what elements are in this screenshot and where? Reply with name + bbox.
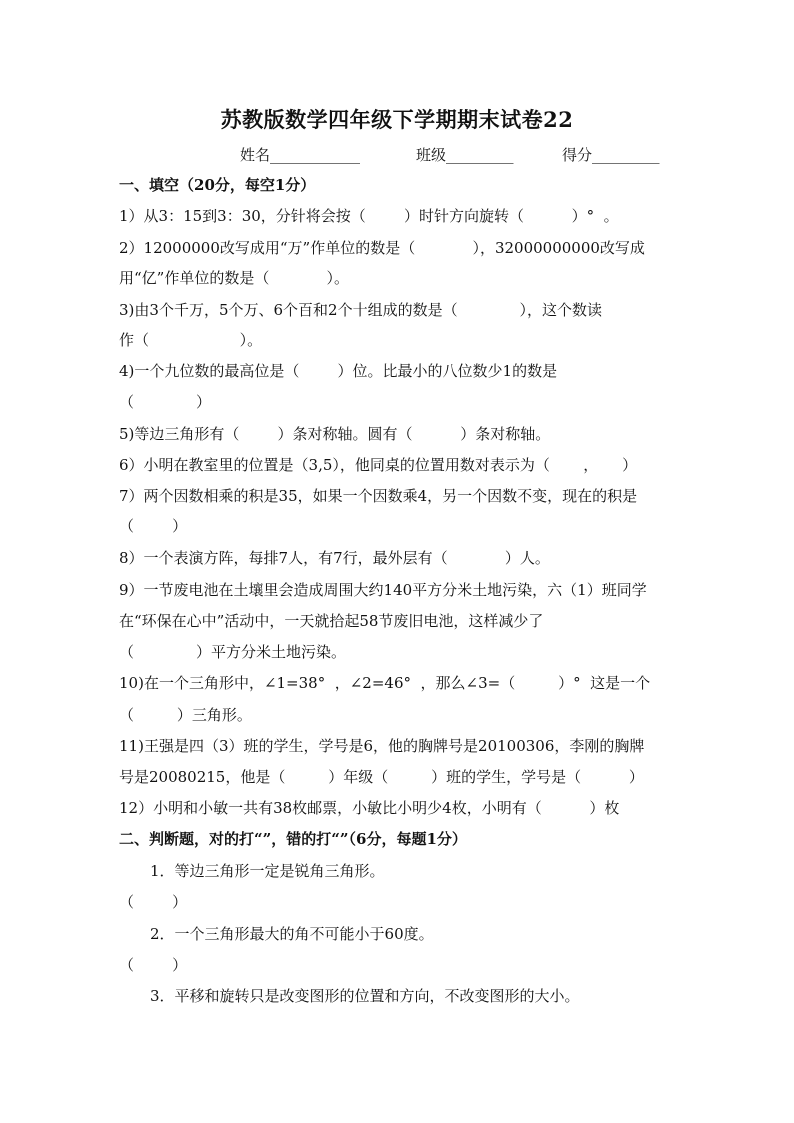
question-line: 3)由3个千万，5个万、6个百和2个十组成的数是（ ），这个数读: [119, 301, 603, 319]
answer-blank: （ ）: [119, 956, 188, 974]
question-line: 11)王强是四（3）班的学生，学号是6，他的胸牌号是20100306，李刚的胸牌: [119, 737, 645, 755]
question-line: （ ）: [119, 393, 211, 411]
section-2-heading: 二、判断题，对的打“”，错的打“”（6分，每题1分）: [119, 830, 467, 848]
question-line: （ ）平方分米土地污染。: [119, 643, 346, 661]
section-1-heading: 一、填空（20分，每空1分）: [119, 176, 316, 194]
question-line: 用“亿”作单位的数是（ ）。: [119, 269, 350, 287]
question-line: 9）一节废电池在土壤里会造成周围大约140平方分米土地污染，六（1）班同学: [119, 581, 647, 599]
question-line: （ ）三角形。: [119, 706, 252, 724]
score-field-label: 得分_________: [562, 146, 660, 164]
question-line: 8）一个表演方阵，每排7人，有7行，最外层有（ ）人。: [119, 549, 550, 567]
question-line: 在“环保在心中”活动中，一天就拾起58节废旧电池，这样减少了: [119, 612, 544, 630]
answer-blank: （ ）: [119, 893, 188, 911]
question-line: 作（ ）。: [119, 331, 263, 349]
class-field-label: 班级_________: [416, 146, 514, 164]
question-line: 2）12000000改写成用“万”作单位的数是（ ），32000000000改写成: [119, 239, 645, 257]
name-field-label: 姓名____________: [240, 146, 361, 164]
question-line: 4)一个九位数的最高位是（ ）位。比最小的八位数少1的数是: [119, 362, 558, 380]
exam-title: 苏教版数学四年级下学期期末试卷22: [220, 107, 574, 132]
question-line: 12）小明和小敏一共有38枚邮票，小敏比小明少4枚，小明有（ ）枚: [119, 799, 620, 817]
judgment-question: 3．平移和旋转只是改变图形的位置和方向，不改变图形的大小。: [150, 987, 580, 1005]
question-line: 5)等边三角形有（ ）条对称轴。圆有（ ）条对称轴。: [119, 425, 551, 443]
judgment-question: 1．等边三角形一定是锐角三角形。: [150, 862, 385, 880]
question-line: （ ）: [119, 517, 188, 535]
question-line: 号是20080215，他是（ ）年级（ ）班的学生，学号是（ ）: [119, 768, 644, 786]
judgment-question: 2．一个三角形最大的角不可能小于60度。: [150, 925, 434, 943]
question-line: 1）从3：15到3：30，分针将会按（ ）时针方向旋转（ ）° 。: [119, 207, 619, 225]
question-line: 6）小明在教室里的位置是（3,5），他同桌的位置用数对表示为（ ， ）: [119, 456, 638, 474]
question-line: 7）两个因数相乘的积是35，如果一个因数乘4，另一个因数不变，现在的积是: [119, 487, 638, 505]
question-line: 10)在一个三角形中，∠1=38° ，∠2=46° ，那么∠3=（ ）° 这是一个: [119, 674, 651, 692]
